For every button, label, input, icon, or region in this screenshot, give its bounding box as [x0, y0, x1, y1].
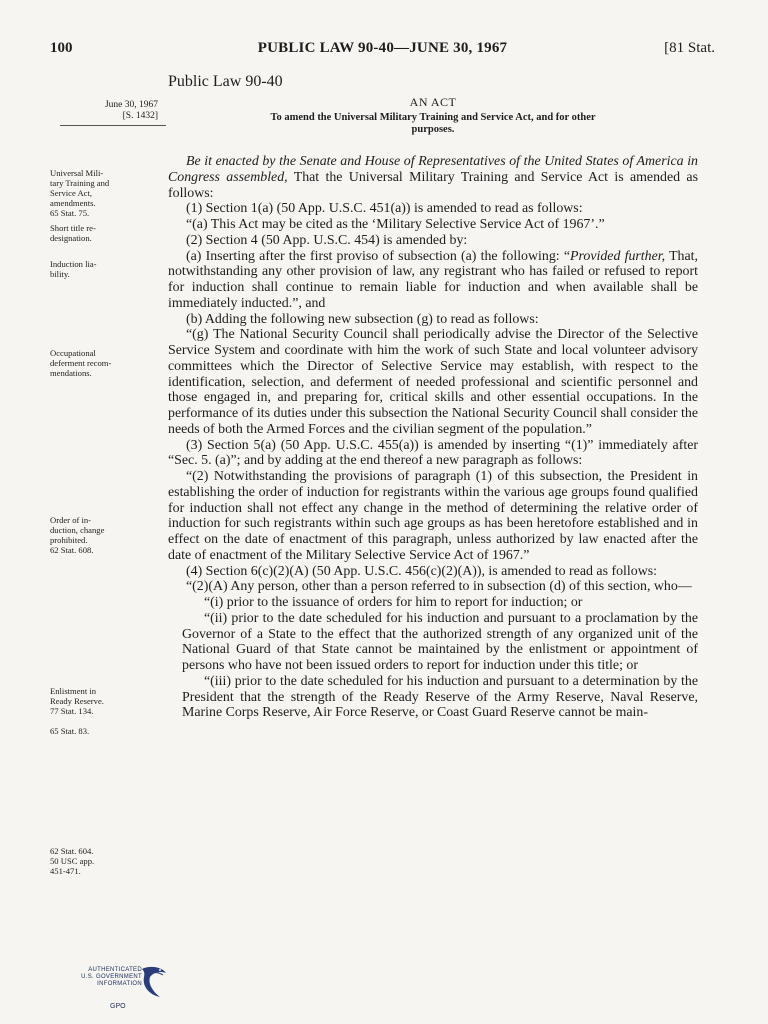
- margin-note: [50, 726, 160, 736]
- act-body: [168, 154, 698, 721]
- gpo-logo-line: AUTHENTICATED: [88, 967, 142, 973]
- margin-note-line: prohibited.: [50, 535, 88, 545]
- margin-bill-number: [S. 1432]: [122, 111, 158, 121]
- margin-note-line: Service Act,: [50, 188, 92, 198]
- margin-note: [50, 686, 160, 716]
- margin-note: [50, 846, 160, 876]
- margin-note: [50, 515, 160, 555]
- margin-note-line: Order of in-: [50, 515, 92, 525]
- an-act-heading: AN ACT: [409, 95, 457, 109]
- page-number: 100: [50, 40, 73, 56]
- paragraph: “(2)(A) Any person, other than a person referred to in subsection (d) of this section, who—: [186, 579, 692, 595]
- margin-note-line: 77 Stat. 134.: [50, 706, 94, 716]
- public-law-heading: Public Law 90-40: [168, 73, 283, 90]
- enacting-clause-italic: Be it enacted by the Senate and House of Representatives of the United States of America in Congress assembled,: [168, 154, 698, 185]
- purpose-line: To amend the Universal Military Training and Service Act, and for other: [270, 112, 596, 123]
- margin-date: [50, 100, 158, 122]
- paragraph: “(2) Notwithstanding the provisions of paragraph (1) of this subsection, the President in establishing the order of induction for registrants within the various age groups found qualified for induction shall not effect any change in the method of determining the relative order of induction for such registrants within such age groups as has been heretofore established and in effect on the date of enactment of this paragraph, unless authorized by law enacted after the date of enactment of the Military Selective Service Act of 1967.”: [168, 469, 698, 563]
- margin-note-line: Ready Reserve.: [50, 696, 104, 706]
- paragraph-part: That, notwithstanding any other provision of law, any registrant who has failed or refused to report for induction shall continue to remain liable for induction and when available shall be immediately inducted.”, and: [168, 248, 698, 311]
- paragraph: (3) Section 5(a) (50 App. U.S.C. 455(a)) is amended by inserting “(1)” immediately after “Sec. 5. (a)”; and by adding at the end thereof a new paragraph as follows:: [168, 437, 698, 469]
- proviso-italic: Provided further,: [570, 248, 666, 264]
- margin-note-line: deferment recom-: [50, 358, 112, 368]
- margin-note: [50, 223, 160, 243]
- paragraph: “(iii) prior to the date scheduled for his induction and pursuant to a determination by the President that the strength of the Ready Reserve of the Army Reserve, Naval Reserve, Marine Corps Reserve, Air Force Reserve, or Coast Guard Reserve cannot be main-: [182, 673, 698, 721]
- margin-note-line: bility.: [50, 269, 70, 279]
- header-stat: [81 Stat.: [664, 40, 715, 56]
- margin-note-line: amendments.: [50, 198, 96, 208]
- paragraph: (b) Adding the following new subsection (g) to read as follows:: [186, 311, 539, 327]
- margin-note-line: Occupational: [50, 348, 96, 358]
- margin-note-line: Induction lia-: [50, 259, 97, 269]
- running-header: [50, 40, 715, 60]
- paragraph: “(a) This Act may be cited as the ‘Military Selective Service Act of 1967’.”: [186, 217, 605, 232]
- gpo-logo-line: U.S. GOVERNMENT: [81, 974, 142, 980]
- margin-note-line: Universal Mili-: [50, 168, 104, 178]
- margin-note-line: 65 Stat. 75.: [50, 208, 90, 218]
- margin-note-line: tary Training and: [50, 178, 110, 188]
- act-purpose: [168, 112, 698, 136]
- paragraph-part: (a) Inserting after the first proviso of subsection (a) the following: “: [186, 248, 570, 264]
- paragraph: “(g) The National Security Council shall periodically advise the Director of the Selective Service System and coordinate with him the work of such State and local volunteer advisory committees which the Director of Selective Service may establish, with respect to the identification, selection, and deferment of needed professional and scientific personnel and those engaged in, and preparing for, critical skills and other essential occupations. In the performance of its duties under this subsection the National Security Council shall consider the needs of both the Armed Forces and the civilian segment of the population.”: [168, 327, 698, 437]
- margin-date-line: June 30, 1967: [104, 100, 158, 110]
- margin-note-line: duction, change: [50, 525, 105, 535]
- enacting-clause: [168, 154, 698, 201]
- margin-divider: [60, 125, 166, 126]
- header-title: PUBLIC LAW 90-40—JUNE 30, 1967: [257, 40, 508, 56]
- margin-note-line: 62 Stat. 608.: [50, 545, 94, 555]
- margin-note-line: 65 Stat. 83.: [50, 726, 90, 736]
- paragraph: [168, 249, 698, 312]
- paragraph: “(ii) prior to the date scheduled for his induction and pursuant to a proclamation by the Governor of a State to the effect that the authorized strength of any organized unit of the National Guard of that State cannot be maintained by the enlistment or appointment of persons who have not been issued orders to report for induction under this title; or: [182, 610, 698, 673]
- margin-note-line: Short title re-: [50, 223, 96, 233]
- margin-note-line: mendations.: [50, 368, 92, 378]
- margin-note-line: 451-471.: [50, 866, 81, 876]
- paragraph: “(i) prior to the issuance of orders for him to report for induction; or: [204, 595, 583, 610]
- purpose-line: purposes.: [411, 124, 455, 135]
- paragraph: (2) Section 4 (50 App. U.S.C. 454) is amended by:: [186, 232, 468, 248]
- eagle-icon: [138, 963, 168, 1003]
- gpo-logo-text: [58, 967, 142, 988]
- gpo-logo-line: INFORMATION: [97, 981, 142, 987]
- gpo-authentication-logo: [58, 963, 168, 1011]
- margin-note: [50, 348, 160, 378]
- paragraph: (1) Section 1(a) (50 App. U.S.C. 451(a)) is amended to read as follows:: [186, 201, 583, 217]
- margin-note-line: 62 Stat. 604.: [50, 846, 94, 856]
- margin-note-line: Enlistment in: [50, 686, 97, 696]
- enacting-clause-rest: That the Universal Military Training and Service Act is amended as follows:: [168, 169, 698, 201]
- margin-note: [50, 259, 160, 279]
- margin-note-line: designation.: [50, 233, 92, 243]
- margin-note-line: 50 USC app.: [50, 856, 95, 866]
- gpo-mark: GPO: [110, 1003, 126, 1010]
- margin-note: [50, 168, 160, 218]
- paragraph: (4) Section 6(c)(2)(A) (50 App. U.S.C. 456(c)(2)(A)), is amended to read as follows:: [186, 563, 657, 579]
